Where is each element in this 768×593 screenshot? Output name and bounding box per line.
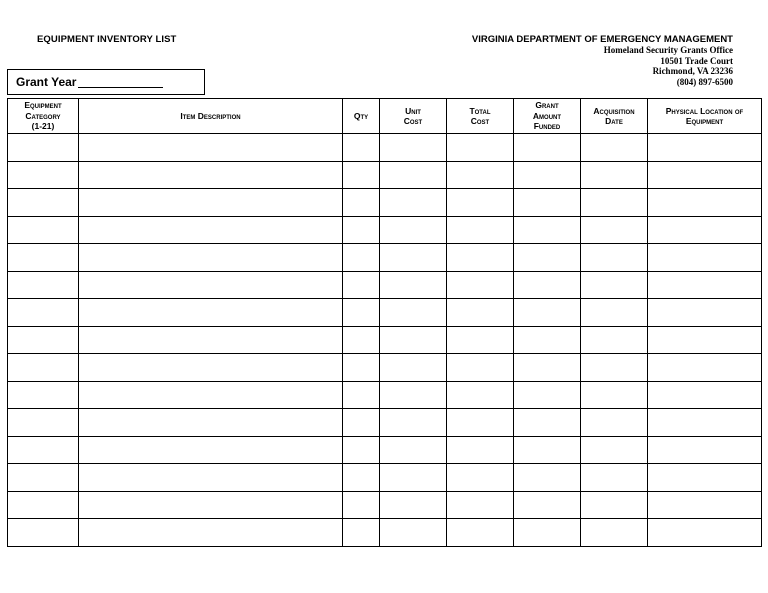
grant-year-blank-line[interactable]	[78, 87, 163, 88]
cell-grant-amount-funded[interactable]	[514, 271, 581, 299]
cell-grant-amount-funded[interactable]	[514, 299, 581, 327]
cell-total-cost[interactable]	[447, 244, 514, 272]
column-header-item-description	[79, 99, 343, 134]
cell-grant-amount-funded[interactable]	[514, 354, 581, 382]
cell-grant-amount-funded[interactable]	[514, 491, 581, 519]
cell-equipment-category[interactable]	[8, 491, 79, 519]
cell-unit-cost[interactable]	[380, 409, 447, 437]
cell-equipment-category[interactable]	[8, 409, 79, 437]
cell-equipment-category[interactable]	[8, 299, 79, 327]
header-text-line: Total	[469, 105, 491, 116]
cell-acquisition-date[interactable]	[581, 189, 648, 217]
cell-grant-amount-funded[interactable]	[514, 161, 581, 189]
cell-grant-amount-funded[interactable]	[514, 134, 581, 162]
table-row	[8, 134, 762, 162]
header-text-line: Unit	[405, 105, 421, 116]
cell-equipment-category[interactable]	[8, 326, 79, 354]
cell-acquisition-date[interactable]	[581, 299, 648, 327]
cell-unit-cost[interactable]	[380, 161, 447, 189]
header-text-line: Item Description	[180, 110, 241, 121]
table-row	[8, 519, 762, 547]
street-address: 10501 Trade Court	[660, 55, 733, 66]
cell-qty[interactable]	[343, 409, 380, 437]
cell-item-description[interactable]	[79, 299, 343, 327]
cell-qty[interactable]	[343, 161, 380, 189]
table-header-row	[8, 99, 762, 134]
cell-qty[interactable]	[343, 436, 380, 464]
cell-unit-cost[interactable]	[380, 381, 447, 409]
cell-acquisition-date[interactable]	[581, 271, 648, 299]
cell-physical-location[interactable]	[648, 271, 762, 299]
header-text-line: Physical Location of	[665, 105, 744, 116]
header-text-line: Acquisition	[593, 105, 635, 116]
cell-equipment-category[interactable]	[8, 134, 79, 162]
cell-item-description[interactable]	[79, 381, 343, 409]
table-row	[8, 271, 762, 299]
cell-total-cost[interactable]	[447, 134, 514, 162]
header-text-line: Qty	[353, 110, 369, 121]
cell-grant-amount-funded[interactable]	[514, 436, 581, 464]
cell-physical-location[interactable]	[648, 409, 762, 437]
cell-unit-cost[interactable]	[380, 299, 447, 327]
cell-qty[interactable]	[343, 519, 380, 547]
cell-item-description[interactable]	[79, 464, 343, 492]
grant-year-label: Grant Year	[16, 75, 77, 89]
header-text-line: Cost	[403, 116, 423, 126]
cell-acquisition-date[interactable]	[581, 491, 648, 519]
office-name: Homeland Security Grants Office	[603, 45, 733, 55]
cell-grant-amount-funded[interactable]	[514, 409, 581, 437]
agency-address-block	[472, 34, 733, 87]
cell-grant-amount-funded[interactable]	[514, 464, 581, 492]
cell-physical-location[interactable]	[648, 161, 762, 189]
city-state-zip: Richmond, VA 23236	[652, 66, 733, 76]
cell-acquisition-date[interactable]	[581, 216, 648, 244]
cell-unit-cost[interactable]	[380, 189, 447, 217]
cell-physical-location[interactable]	[648, 244, 762, 272]
cell-total-cost[interactable]	[447, 299, 514, 327]
header-text-line: Funded	[533, 121, 561, 132]
cell-item-description[interactable]	[79, 409, 343, 437]
cell-physical-location[interactable]	[648, 464, 762, 492]
header-text-line: Grant	[535, 100, 559, 111]
cell-physical-location[interactable]	[648, 299, 762, 327]
cell-item-description[interactable]	[79, 244, 343, 272]
cell-total-cost[interactable]	[447, 464, 514, 492]
cell-unit-cost[interactable]	[380, 134, 447, 162]
cell-acquisition-date[interactable]	[581, 354, 648, 382]
table-row	[8, 409, 762, 437]
cell-equipment-category[interactable]	[8, 271, 79, 299]
cell-acquisition-date[interactable]	[581, 244, 648, 272]
cell-grant-amount-funded[interactable]	[514, 244, 581, 272]
cell-total-cost[interactable]	[447, 326, 514, 354]
cell-item-description[interactable]	[79, 189, 343, 217]
table-row	[8, 464, 762, 492]
cell-item-description[interactable]	[79, 354, 343, 382]
cell-grant-amount-funded[interactable]	[514, 189, 581, 217]
cell-unit-cost[interactable]	[380, 491, 447, 519]
cell-total-cost[interactable]	[447, 491, 514, 519]
cell-equipment-category[interactable]	[8, 436, 79, 464]
table-row	[8, 216, 762, 244]
document-title: EQUIPMENT INVENTORY LIST	[37, 34, 177, 45]
cell-equipment-category[interactable]	[8, 354, 79, 382]
cell-unit-cost[interactable]	[380, 464, 447, 492]
cell-qty[interactable]	[343, 189, 380, 217]
cell-equipment-category[interactable]	[8, 519, 79, 547]
cell-equipment-category[interactable]	[8, 216, 79, 244]
header-text-line: Cost	[470, 116, 490, 126]
cell-unit-cost[interactable]	[380, 216, 447, 244]
column-header-grant-amount-funded	[514, 99, 581, 134]
cell-total-cost[interactable]	[447, 519, 514, 547]
cell-qty[interactable]	[343, 381, 380, 409]
cell-physical-location[interactable]	[648, 134, 762, 162]
table-row	[8, 491, 762, 519]
cell-physical-location[interactable]	[648, 354, 762, 382]
cell-item-description[interactable]	[79, 216, 343, 244]
column-header-equipment-category	[8, 99, 79, 134]
column-header-total-cost	[447, 99, 514, 134]
table-row	[8, 326, 762, 354]
cell-physical-location[interactable]	[648, 216, 762, 244]
cell-qty[interactable]	[343, 216, 380, 244]
column-header-unit-cost	[380, 99, 447, 134]
cell-unit-cost[interactable]	[380, 436, 447, 464]
grant-year-box	[7, 69, 205, 95]
cell-total-cost[interactable]	[447, 436, 514, 464]
cell-total-cost[interactable]	[447, 409, 514, 437]
cell-acquisition-date[interactable]	[581, 381, 648, 409]
header-text-line: Equipment	[24, 100, 62, 111]
column-header-acquisition-date	[581, 99, 648, 134]
cell-total-cost[interactable]	[447, 381, 514, 409]
cell-acquisition-date[interactable]	[581, 161, 648, 189]
cell-acquisition-date[interactable]	[581, 326, 648, 354]
phone-number: (804) 897-6500	[676, 76, 733, 87]
cell-item-description[interactable]	[79, 326, 343, 354]
cell-equipment-category[interactable]	[8, 189, 79, 217]
header-text-line: Date	[605, 116, 623, 126]
cell-item-description[interactable]	[79, 134, 343, 162]
cell-unit-cost[interactable]	[380, 271, 447, 299]
cell-acquisition-date[interactable]	[581, 519, 648, 547]
table-body	[8, 134, 762, 547]
cell-qty[interactable]	[343, 491, 380, 519]
cell-unit-cost[interactable]	[380, 326, 447, 354]
table-row	[8, 244, 762, 272]
cell-total-cost[interactable]	[447, 189, 514, 217]
cell-equipment-category[interactable]	[8, 381, 79, 409]
cell-total-cost[interactable]	[447, 161, 514, 189]
cell-qty[interactable]	[343, 464, 380, 492]
cell-physical-location[interactable]	[648, 491, 762, 519]
cell-equipment-category[interactable]	[8, 464, 79, 492]
cell-acquisition-date[interactable]	[581, 464, 648, 492]
table-row	[8, 189, 762, 217]
cell-total-cost[interactable]	[447, 354, 514, 382]
cell-equipment-category[interactable]	[8, 244, 79, 272]
cell-grant-amount-funded[interactable]	[514, 519, 581, 547]
cell-physical-location[interactable]	[648, 189, 762, 217]
agency-name: VIRGINIA DEPARTMENT OF EMERGENCY MANAGEMENT	[471, 34, 733, 45]
cell-item-description[interactable]	[79, 271, 343, 299]
cell-grant-amount-funded[interactable]	[514, 216, 581, 244]
cell-total-cost[interactable]	[447, 271, 514, 299]
table-row	[8, 381, 762, 409]
cell-qty[interactable]	[343, 354, 380, 382]
table-row	[8, 161, 762, 189]
cell-unit-cost[interactable]	[380, 354, 447, 382]
cell-physical-location[interactable]	[648, 381, 762, 409]
cell-physical-location[interactable]	[648, 326, 762, 354]
inventory-table	[7, 98, 762, 547]
cell-acquisition-date[interactable]	[581, 409, 648, 437]
cell-unit-cost[interactable]	[380, 519, 447, 547]
cell-item-description[interactable]	[79, 519, 343, 547]
header-text-line: (1-21)	[31, 121, 55, 132]
header-text-line: Equipment	[685, 116, 724, 126]
cell-physical-location[interactable]	[648, 436, 762, 464]
column-header-physical-location	[648, 99, 762, 134]
cell-acquisition-date[interactable]	[581, 134, 648, 162]
table-row	[8, 354, 762, 382]
cell-item-description[interactable]	[79, 161, 343, 189]
cell-total-cost[interactable]	[447, 216, 514, 244]
cell-physical-location[interactable]	[648, 519, 762, 547]
cell-item-description[interactable]	[79, 491, 343, 519]
column-header-qty	[343, 99, 380, 134]
cell-unit-cost[interactable]	[380, 244, 447, 272]
cell-acquisition-date[interactable]	[581, 436, 648, 464]
cell-item-description[interactable]	[79, 436, 343, 464]
cell-qty[interactable]	[343, 271, 380, 299]
table-row	[8, 436, 762, 464]
cell-qty[interactable]	[343, 326, 380, 354]
cell-qty[interactable]	[343, 299, 380, 327]
header-text-line: Amount	[532, 110, 562, 121]
cell-qty[interactable]	[343, 134, 380, 162]
table-row	[8, 299, 762, 327]
cell-qty[interactable]	[343, 244, 380, 272]
cell-equipment-category[interactable]	[8, 161, 79, 189]
cell-grant-amount-funded[interactable]	[514, 326, 581, 354]
cell-grant-amount-funded[interactable]	[514, 381, 581, 409]
header-text-line: Category	[25, 110, 61, 121]
